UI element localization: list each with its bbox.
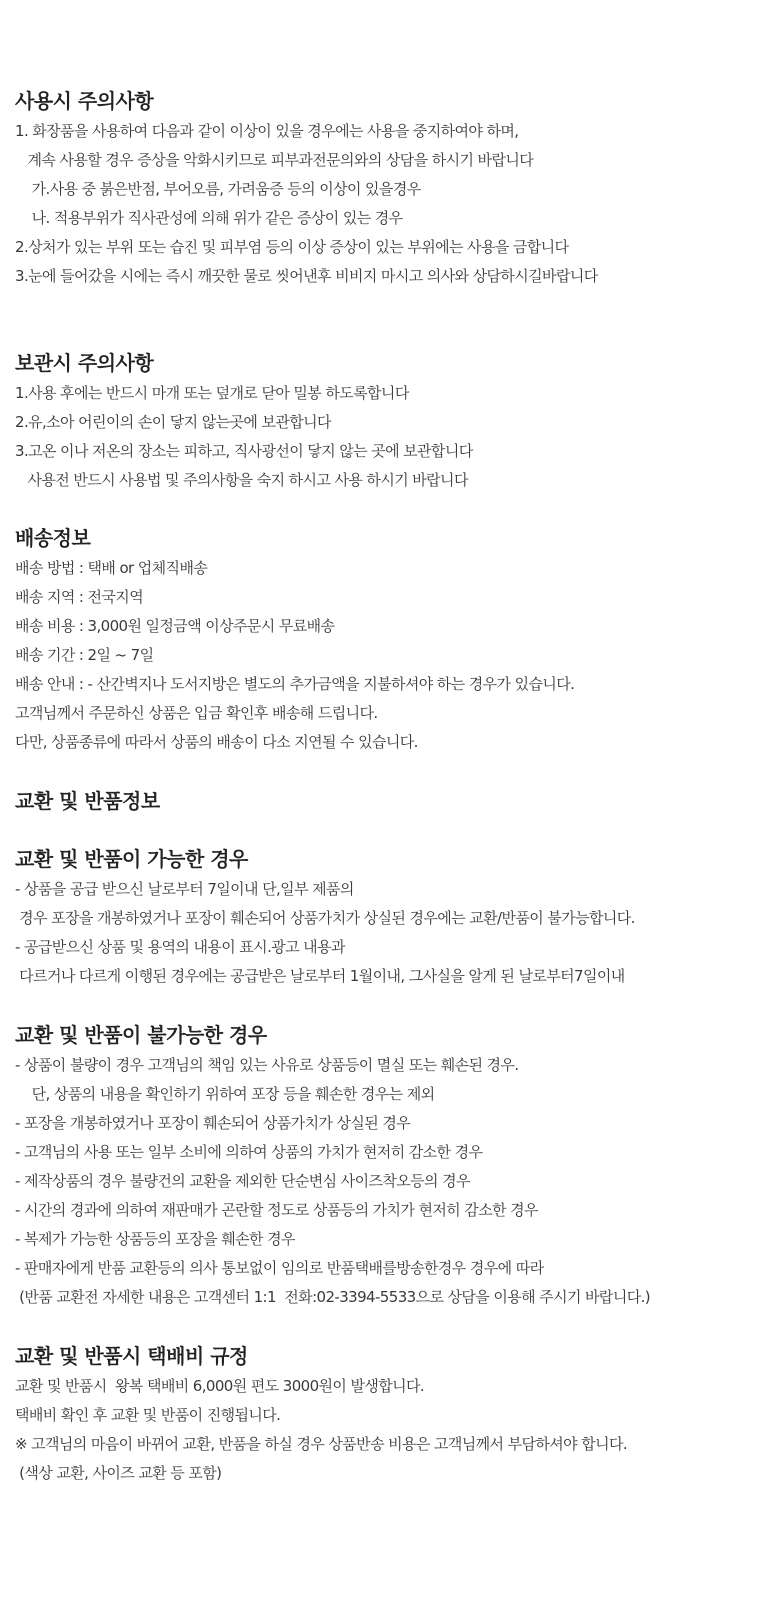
return-fee-heading: 교환 및 반품시 택배비 규정: [15, 1344, 248, 1368]
exchange-possible-line: 경우 포장을 개봉하였거나 포장이 훼손되어 상품가치가 상실된 경우에는 교환/반품이 불가능합니다.: [15, 909, 635, 927]
usage-caution-line: 3.눈에 들어갔을 시에는 즉시 깨끗한 물로 씻어낸후 비비지 마시고 의사와 상담하시길바랍니다: [15, 267, 598, 285]
exchange-impossible-line: - 포장을 개봉하였거나 포장이 훼손되어 상품가치가 상실된 경우: [15, 1114, 411, 1132]
shipping-info-line: 고객님께서 주문하신 상품은 입금 확인후 배송해 드립니다.: [15, 704, 378, 722]
exchange-impossible-line: - 상품이 불량이 경우 고객님의 책임 있는 사유로 상품등이 멸실 또는 훼손된 경우.: [15, 1056, 519, 1074]
exchange-info-heading: 교환 및 반품정보: [15, 789, 160, 813]
shipping-info-heading: 배송정보: [15, 526, 91, 550]
exchange-impossible-line: (반품 교환전 자세한 내용은 고객센터 1:1 전화:02-3394-5533으로 상담을 이용해 주시기 바랍니다.): [15, 1288, 651, 1306]
usage-caution-line: 2.상처가 있는 부위 또는 습진 및 피부염 등의 이상 증상이 있는 부위에는 사용을 금합니다: [15, 238, 569, 256]
exchange-impossible-line: - 시간의 경과에 의하여 재판매가 곤란할 정도로 상품등의 가치가 현저히 감소한 경우: [15, 1201, 538, 1219]
shipping-info-line: 배송 방법 : 택배 or 업체직배송: [15, 559, 208, 577]
shipping-info-line: 배송 기간 : 2일 ~ 7일: [15, 646, 154, 664]
storage-caution-line: 사용전 반드시 사용법 및 주의사항을 숙지 하시고 사용 하시기 바랍니다: [15, 471, 468, 489]
return-fee-line: ※ 고객님의 마음이 바뀌어 교환, 반품을 하실 경우 상품반송 비용은 고객님께서 부담하셔야 합니다.: [15, 1435, 628, 1453]
exchange-possible-line: 다르거나 다르게 이행된 경우에는 공급받은 날로부터 1월이내, 그사실을 알게 된 날로부터7일이내: [15, 967, 625, 985]
usage-caution-heading: 사용시 주의사항: [15, 89, 154, 113]
exchange-impossible-heading: 교환 및 반품이 불가능한 경우: [15, 1023, 267, 1047]
return-fee-line: (색상 교환, 사이즈 교환 등 포함): [15, 1464, 222, 1482]
exchange-possible-line: - 공급받으신 상품 및 용역의 내용이 표시.광고 내용과: [15, 938, 345, 956]
exchange-impossible-line: - 제작상품의 경우 불량건의 교환을 제외한 단순변심 사이즈착오등의 경우: [15, 1172, 470, 1190]
exchange-possible-line: - 상품을 공급 받으신 날로부터 7일이내 단,일부 제품의: [15, 880, 354, 898]
exchange-impossible-line: 단, 상품의 내용을 확인하기 위하여 포장 등을 훼손한 경우는 제외: [15, 1085, 435, 1103]
exchange-impossible-line: - 고객님의 사용 또는 일부 소비에 의하여 상품의 가치가 현저히 감소한 경우: [15, 1143, 483, 1161]
storage-caution-heading: 보관시 주의사항: [15, 351, 154, 375]
usage-caution-line: 나. 적용부위가 직사관성에 의해 위가 같은 증상이 있는 경우: [15, 209, 403, 227]
usage-caution-line: 가.사용 중 붉은반점, 부어오름, 가려움증 등의 이상이 있을경우: [15, 180, 421, 198]
shipping-info-line: 배송 안내 : - 산간벽지나 도서지방은 별도의 추가금액을 지불하셔야 하는 경우가 있습니다.: [15, 675, 575, 693]
exchange-possible-heading: 교환 및 반품이 가능한 경우: [15, 847, 248, 871]
usage-caution-line: 계속 사용할 경우 증상을 악화시키므로 피부과전문의와의 상담을 하시기 바랍니다: [15, 151, 534, 169]
shipping-info-line: 배송 비용 : 3,000원 일정금액 이상주문시 무료배송: [15, 617, 335, 635]
storage-caution-line: 3.고온 이나 저온의 장소는 피하고, 직사광선이 닿지 않는 곳에 보관합니다: [15, 442, 473, 460]
shipping-info-line: 배송 지역 : 전국지역: [15, 588, 144, 606]
shipping-info-line: 다만, 상품종류에 따라서 상품의 배송이 다소 지연될 수 있습니다.: [15, 733, 418, 751]
return-fee-line: 교환 및 반품시 왕복 택배비 6,000원 편도 3000원이 발생합니다.: [15, 1377, 425, 1395]
exchange-impossible-line: - 복제가 가능한 상품등의 포장을 훼손한 경우: [15, 1230, 295, 1248]
storage-caution-line: 1.사용 후에는 반드시 마개 또는 덮개로 닫아 밀봉 하도록합니다: [15, 384, 409, 402]
exchange-impossible-line: - 판매자에게 반품 교환등의 의사 통보없이 임의로 반품택배를방송한경우 경우에 따라: [15, 1259, 544, 1277]
return-fee-line: 택배비 확인 후 교환 및 반품이 진행됩니다.: [15, 1406, 281, 1424]
storage-caution-line: 2.유,소아 어린이의 손이 닿지 않는곳에 보관합니다: [15, 413, 331, 431]
usage-caution-line: 1. 화장품을 사용하여 다음과 같이 이상이 있을 경우에는 사용을 중지하여야 하며,: [15, 122, 519, 140]
